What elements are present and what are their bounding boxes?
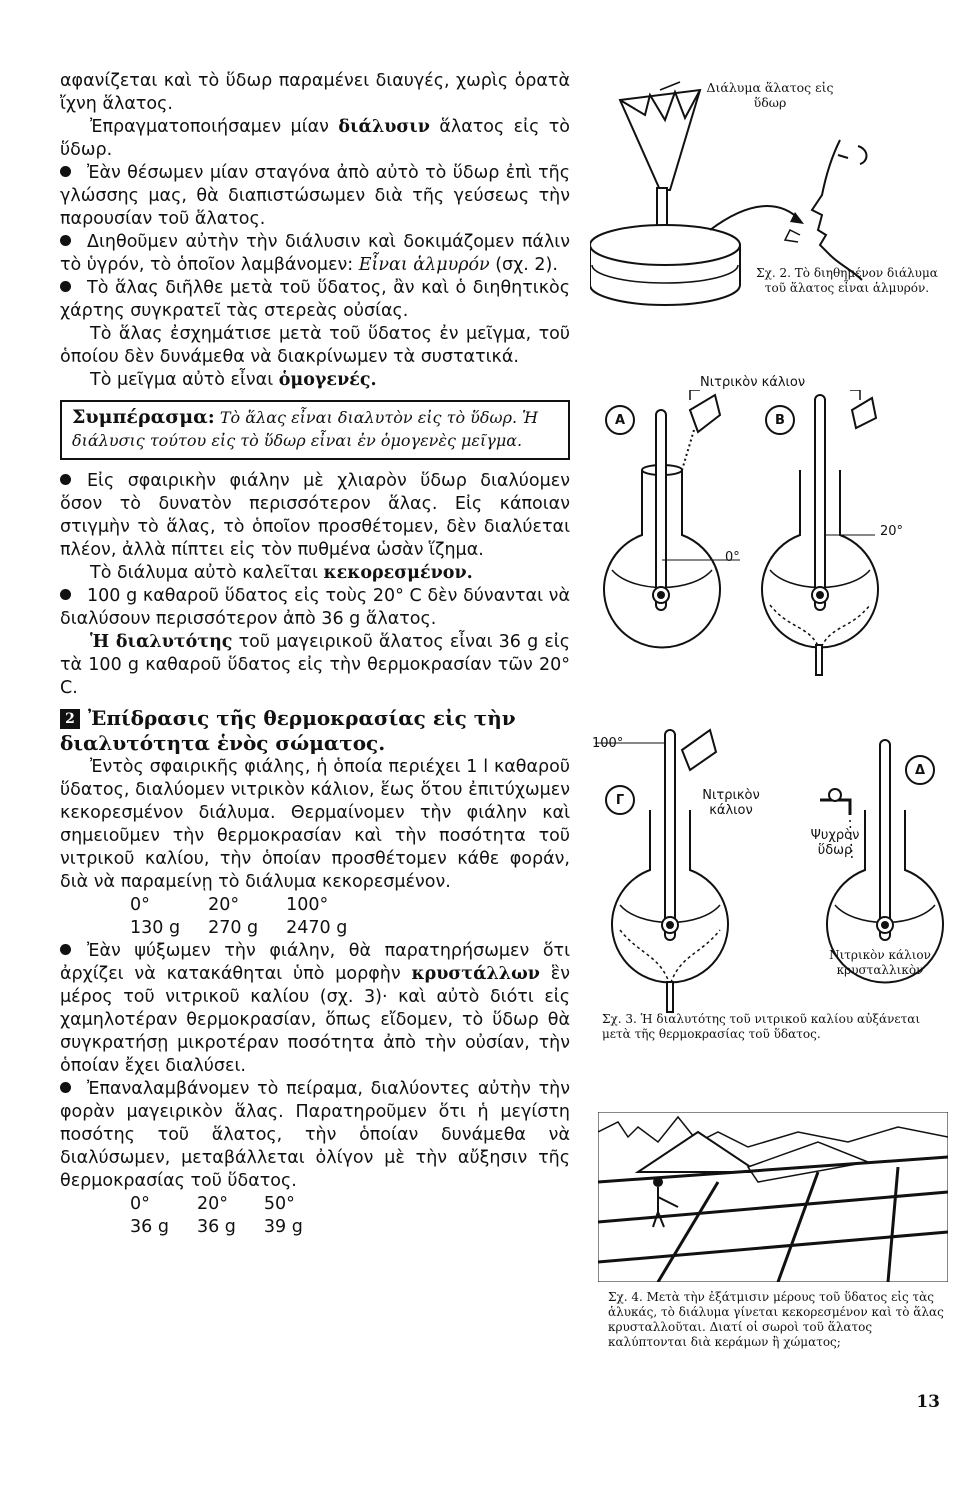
crystal-label: Νιτρικὸν κάλιον κρυσταλλικὸν [829, 948, 931, 977]
bullet-paragraph: Διηθοῦμεν αὐτὴν τὴν διάλυσιν καὶ δοκιμάζομεν πάλιν τὸ ὑγρόν, τὸ ὁποῖον λαμβάνομεν: Εἶναι ἁλμυρόν (σχ. 2). [60, 232, 570, 275]
conclusion-box [60, 400, 570, 460]
section-number: 2 [60, 709, 80, 729]
fig3-g-label: Νιτρικὸν κάλιον [702, 788, 760, 818]
table-cell: 50° [263, 1194, 295, 1214]
table-cell: 2470 g [286, 918, 348, 938]
section-title: Ἐπίδρασις τῆς θερμοκρασίας εἰς τὴν διαλυτότητα ἑνὸς σώματος. [60, 706, 516, 755]
temp-20-label: 20° [880, 524, 904, 539]
table-cell: 100° [286, 895, 329, 915]
bullet-paragraph: 100 g καθαροῦ ὕδατος εἰς τοὺς 20° C δὲν δύνανται νὰ διαλύσουν περισσότερον ἀπὸ 36 g ἅλατος. [60, 586, 570, 629]
temp-100-label: 100° [592, 736, 624, 751]
term-homogeneous: ὁμογενές. [278, 370, 377, 390]
paragraph: αφανίζεται καὶ τὸ ὕδωρ παραμένει διαυγές, χωρὶς ὁρατὰ ἴχνη ἅλατος. [60, 71, 570, 114]
table-cell: 0° [130, 895, 150, 915]
table-cell: 39 g [263, 1217, 303, 1237]
figure-2-label: Διάλυμα ἅλατος εἰς ὕδωρ [706, 80, 834, 110]
figure-2-caption: Σχ. 2. Τὸ διηθημένον διάλυμα τοῦ ἅλατος εἶναι ἁλμυρόν. [756, 266, 938, 295]
table-cell: 20° [208, 895, 240, 915]
figure-3-caption: Σχ. 3. Ἡ διαλυτότης τοῦ νιτρικοῦ καλίου αὐξάνεται μετὰ τῆς θερμοκρασίας τοῦ ὕδατος. [602, 1012, 921, 1041]
bullet-paragraph: Τὸ ἅλας διῆλθε μετὰ τοῦ ὕδατος, ἂν καὶ ὁ διηθητικὸς χάρτης συγκρατεῖ τὰς στερεὰς οὐσίας. [60, 278, 570, 321]
flask-a-label: A [614, 413, 626, 428]
flask-g-label: Γ [615, 793, 625, 808]
paragraph: Ἐντὸς σφαιρικῆς φιάλης, ἡ ὁποία περιέχει 1 l καθαροῦ ὕδατος, διαλύομεν νιτρικὸν κάλιον, ἕως ὅτου ἐπιτύχωμεν κεκορεσμένον διάλυμα. Θερμαίνομεν τὴν φιάλην καὶ σημειοῦμεν τὴν θερμοκρασίαν καὶ τὴν ποσότητα τοῦ νιτρικοῦ καλίου, τὴν ὁποίαν προσθέτομεν κάθε φοράν, διὰ νὰ παραμείνῃ τὸ διάλυμα κεκορεσμένον. [60, 757, 570, 892]
table-cell: 36 g [196, 1217, 236, 1237]
paragraph: Ἡ διαλυτότης τοῦ μαγειρικοῦ ἅλατος εἶναι 36 g εἰς τὰ 100 g καθαροῦ ὕδατος εἰς τὴν θερμοκρασίαν τῶν 20° C. [60, 632, 570, 698]
term-saturated: κεκορεσμένον. [323, 563, 473, 583]
bullet-paragraph: Ἐὰν θέσωμεν μίαν σταγόνα ἀπὸ αὐτὸ τὸ ὕδωρ ἐπὶ τῆς γλώσσης μας, θὰ διαπιστώσωμεν διὰ τῆς γεύσεως τὴν παρουσίαν τοῦ ἅλατος. [60, 163, 570, 229]
table-cell: 130 g [130, 918, 181, 938]
solubility-table-nacl [130, 1193, 331, 1239]
bullet-paragraph: Ἐὰν ψύξωμεν τὴν φιάλην, θὰ παρατηρήσωμεν ὅτι ἀρχίζει νὰ κατακάθηται ὑπὸ μορφὴν κρυστάλλων ἓν μέρος τοῦ νιτρικοῦ καλίου (σχ. 3)· καὶ αὐτὸ διότι εἰς χαμηλοτέραν θερμοκρασίαν, ὅπως εἴδομεν, τὸ ὕδωρ θὰ συγκρατήσῃ μικροτέραν ποσότητα ἀπὸ τὴν οὐσίαν, τὴν ὁποίαν ἔχει διαλύσει. [60, 941, 570, 1076]
term-crystals: κρυστάλλων [411, 964, 540, 984]
figure-3-top-label: Νιτρικὸν κάλιον [700, 375, 806, 390]
bullet-paragraph: Εἰς σφαιρικὴν φιάλην μὲ χλιαρὸν ὕδωρ διαλύομεν ὅσον τὸ δυνατὸν περισσότερον ἅλας. Εἰς κάποιαν στιγμὴν τὸ ἅλας, τὸ ὁποῖον προσθέτομεν, δὲν διαλύεται πλέον, ἀλλὰ πίπτει εἰς τὸν πυθμένα ὡσὰν ἵζημα. [60, 471, 570, 560]
term-solubility: Ἡ διαλυτότης [90, 632, 233, 652]
page-number: 13 [916, 1392, 940, 1412]
flask-d-label: Δ [914, 763, 926, 778]
paragraph: Τὸ ἅλας ἐσχημάτισε μετὰ τοῦ ὕδατος ἐν μεῖγμα, τοῦ ὁποίου δὲν δυνάμεθα νὰ διακρίνωμεν τὰ συστατικά. [60, 324, 570, 367]
conclusion-title: Συμπέρασμα: [72, 406, 215, 428]
solubility-table-kno3 [130, 894, 375, 940]
table-cell: 36 g [130, 1217, 169, 1237]
figure-4-salt-pans-illustration [598, 1112, 948, 1282]
paragraph: Τὸ μεῖγμα αὐτὸ εἶναι ὁμογενές. [90, 370, 377, 390]
paragraph: Ἐπραγματοποιήσαμεν μίαν διάλυσιν ἅλατος εἰς τὸ ὕδωρ. [60, 117, 570, 160]
figure-4-caption: Σχ. 4. Μετὰ τὴν ἐξάτμισιν μέρους τοῦ ὕδατος εἰς τὰς ἁλυκάς, τὸ διάλυμα γίνεται κεκορεσμένον καὶ τὸ ἅλας κρυσταλλοῦται. Διατί οἱ σωροὶ τοῦ ἅλατος καλύπτονται διὰ κεράμων ἢ χώματος; [608, 1290, 944, 1349]
temp-0-label: 0° [725, 550, 740, 565]
table-cell: 20° [196, 1194, 228, 1214]
section-heading [60, 706, 570, 756]
table-cell: 0° [130, 1194, 150, 1214]
conclusion-text: Τὸ ἅλας εἶναι διαλυτὸν εἰς τὸ ὕδωρ. Ἡ διάλυσις τούτου εἰς τὸ ὕδωρ εἶναι ἐν ὁμογενὲς μεῖγμα. [72, 408, 539, 450]
flask-b-label: B [775, 413, 785, 428]
paragraph: Τὸ διάλυμα αὐτὸ καλεῖται κεκορεσμένον. [90, 563, 473, 583]
term-dialysis: διάλυσιν [338, 117, 430, 137]
main-text-column [60, 70, 570, 1239]
bullet-paragraph: Ἐπαναλαμβάνομεν τὸ πείραμα, διαλύοντες αὐτὴν τὴν φορὰν μαγειρικὸν ἅλας. Παρατηροῦμεν ὅτι ἡ μεγίστη ποσότης τοῦ ἅλατος, τὴν ὁποίαν δυνάμεθα νὰ διαλύσωμεν, μεταβάλλεται ὀλίγον μὲ τὴν αὔξησιν τῆς θερμοκρασίας τοῦ ὕδατος. [60, 1079, 570, 1191]
cold-water-label: Ψυχρὸν ὕδωρ [810, 828, 860, 858]
table-cell: 270 g [208, 918, 259, 938]
